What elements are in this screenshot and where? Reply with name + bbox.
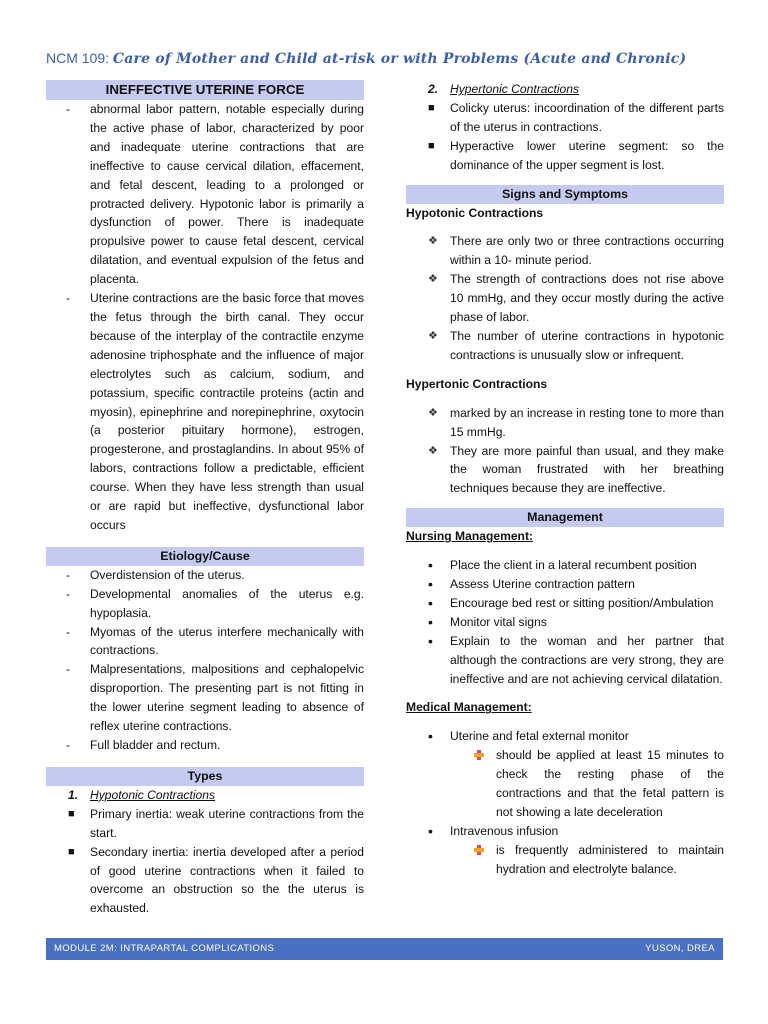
list-item: • Encourage bed rest or sitting position/Ambulation (406, 594, 724, 613)
nursing-management-label: Nursing Management: (406, 529, 533, 544)
list-item: - Myomas of the uterus interfere mechanically with contractions. (46, 623, 364, 661)
types-heading: Types (46, 767, 364, 786)
nursing-management-list (406, 556, 724, 688)
list-item (406, 841, 724, 879)
hypotonic-signs-list (406, 232, 724, 364)
list-item (406, 822, 724, 841)
footer-author: YUSON, DREA (645, 943, 715, 954)
hypertonic-contractions-subheading (406, 80, 724, 99)
list-item: ❖ The strength of contractions does not rise above 10 mmHg, and they occur mostly during the active phase of labor. (406, 270, 724, 327)
list-item: ❖ The number of uterine contractions in hypotonic contractions is unusually slow or infrequent. (406, 327, 724, 365)
hypertonic-signs-list (406, 404, 724, 499)
list-item: ■ Primary inertia: weak uterine contractions from the start. (46, 805, 364, 843)
etiology-heading: Etiology/Cause (46, 547, 364, 566)
list-item (406, 727, 724, 746)
medical-sub-text: is frequently administered to maintain hydration and electrolyte balance. (496, 842, 724, 876)
list-item: ❖ marked by an increase in resting tone to more than 15 mmHg. (406, 404, 724, 442)
medical-management-list-2 (406, 822, 724, 841)
list-item (406, 746, 724, 822)
hypotonic-contractions-subheading (46, 786, 364, 805)
list-item: ■ Hyperactive lower uterine segment: so the dominance of the upper segment is lost. (406, 137, 724, 175)
colored-cross-bullet-icon (474, 750, 484, 760)
medical-item-label: Uterine and fetal external monitor (450, 729, 629, 744)
signs-and-symptoms-heading: Signs and Symptoms (406, 185, 724, 204)
subheading-title: Hypertonic Contractions (450, 82, 580, 96)
list-item: ■ Secondary inertia: inertia developed after a period of good uterine contractions when it failed to overcome an obstruction so the the uterus is exhausted. (46, 843, 364, 919)
course-title: Care of Mother and Child at-risk or with Problems (Acute and Chronic) (112, 51, 687, 67)
medical-sub-text: should be applied at least 15 minutes to check the resting phase of the contractions and that the fetal pattern is not showing a late deceleration (496, 748, 724, 819)
medical-item-label: Intravenous infusion (450, 823, 559, 838)
hypertonic-label: Hypertonic Contractions (406, 376, 548, 391)
ineffective-uterine-force-heading: INEFFECTIVE UTERINE FORCE (46, 80, 364, 100)
medical-sub-list-2 (406, 841, 724, 879)
list-item: - Overdistension of the uterus. (46, 566, 364, 585)
etiology-list (46, 566, 364, 755)
list-item: - Full bladder and rectum. (46, 736, 364, 755)
document-header (46, 50, 736, 67)
page-footer (46, 938, 723, 960)
footer-module: MODULE 2M: INTRAPARTAL COMPLICATIONS (54, 943, 275, 954)
list-item: • Assess Uterine contraction pattern (406, 575, 724, 594)
subheading-number: 2. (428, 82, 439, 96)
hypotonic-label: Hypotonic Contractions (406, 205, 544, 220)
management-heading: Management (406, 508, 724, 527)
subheading-number: 1. (68, 787, 79, 802)
left-column (46, 80, 364, 918)
list-item: ■ Colicky uterus: incoordination of the different parts of the uterus in contractions. (406, 99, 724, 137)
medical-management-label: Medical Management: (406, 700, 532, 715)
list-item: • Explain to the woman and her partner that although the contractions are very strong, they are ineffective and are not achieving cervical dilatation. (406, 632, 724, 689)
list-item: - Uterine contractions are the basic force that moves the fetus through the birth canal. They occur because of the interplay of the contractile enzyme adenosine triphosphate and the influence of major electrolytes such as calcium, sodium, and potassium, specific contractile proteins (actin and myosin), epinephrine and norepinephrine, oxytocin (a posterior pituitary hormone), estrogen, progesterone, and prostaglandins. In about 95% of labors, contractions follow a predictable, efficient course. When they have less strength than usual or are rapid but ineffective, dysfunctional labor occurs (46, 289, 364, 535)
course-code: NCM 109: (46, 50, 110, 66)
hypotonic-types-list (46, 805, 364, 918)
list-item: - abnormal labor pattern, notable especially during the active phase of labor, characterized by poor and inadequate uterine contractions that are ineffective to cause cervical dilation, effacement, and fetal descent, leading to a prolonged or protracted delivery. Hypotonic labor is primarily a dysfunction of power. There is inadequate propulsive power to cause fetal descent, cervical dilatation, and eventual expulsion of the fetus and placenta. (46, 100, 364, 289)
subheading-title: Hypotonic Contractions (90, 787, 216, 802)
list-item: - Malpresentations, malpositions and cephalopelvic disproportion. The presenting part is not fitting in the lower uterine segment leading to absence of reflex uterine contractions. (46, 660, 364, 736)
list-item: - Developmental anomalies of the uterus e.g. hypoplasia. (46, 585, 364, 623)
right-column (406, 80, 724, 879)
medical-management-list (406, 727, 724, 746)
ineffective-list (46, 100, 364, 535)
medical-sub-list (406, 746, 724, 822)
list-item: • Monitor vital signs (406, 613, 724, 632)
list-item: ❖ There are only two or three contractions occurring within a 10- minute period. (406, 232, 724, 270)
hypertonic-types-list (406, 99, 724, 175)
list-item: • Place the client in a lateral recumbent position (406, 556, 724, 575)
colored-cross-bullet-icon (474, 845, 484, 855)
list-item: ❖ They are more painful than usual, and they make the woman frustrated with her breathing techniques because they are ineffective. (406, 442, 724, 499)
